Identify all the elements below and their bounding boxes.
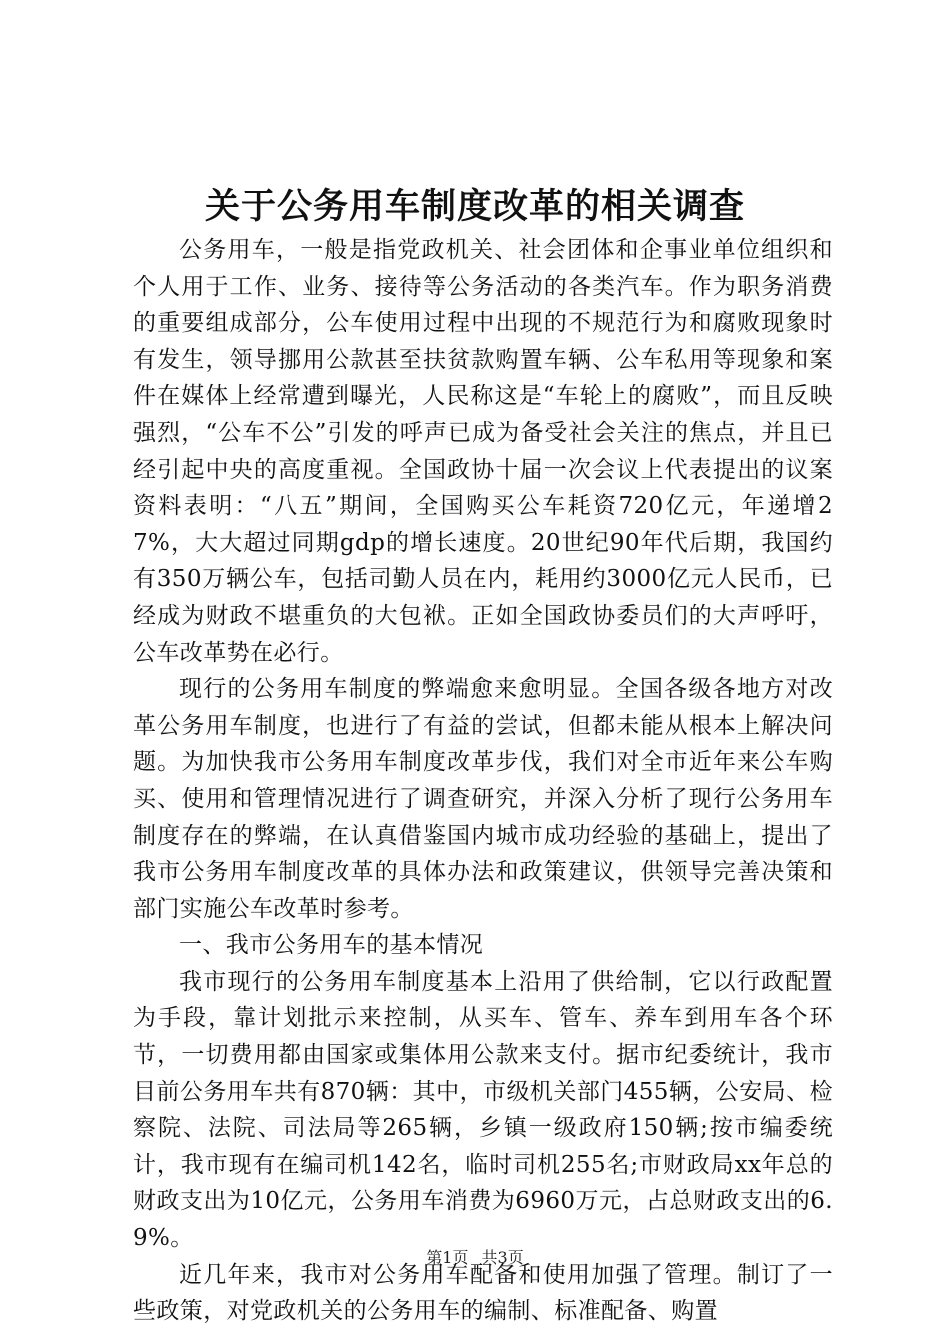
page-total: 共3页 bbox=[481, 1248, 524, 1267]
document-title: 关于公务用车制度改革的相关调查 bbox=[204, 187, 745, 227]
body-paragraph: 我市现行的公务用车制度基本上沿用了供给制，它以行政配置为手段，靠计划批示来控制，从买车、管车、养车到用车各个环节，一切费用都由国家或集体用公款来支付。据市纪委统计，我市目前公务用车共有870辆：其中，市级机关部门455辆，公安局、检察院、法院、司法局等265辆，乡镇一级政府150辆;按市编委统计，我市现有在编司机142名，临时司机255名;市财政局xx年总的财政支出为10亿元，公务用车消费为6960万元，占总财政支出的6.9%。 bbox=[133, 968, 833, 1252]
section-heading: 一、我市公务用车的基本情况 bbox=[179, 932, 484, 959]
body-paragraph: 公务用车，一般是指党政机关、社会团体和企事业单位组织和个人用于工作、业务、接待等公务活动的各类汽车。作为职务消费的重要组成部分，公车使用过程中出现的不规范行为和腐败现象时有发生，领导挪用公款甚至扶贫款购置车辆、公车私用等现象和案件在媒体上经常遭到曝光，人民称这是“车轮上的腐败”，而且反映强烈，“公车不公”引发的呼声已成为备受社会关注的焦点，并且已经引起中央的高度重视。全国政协十届一次会议上代表提出的议案资料表明：“八五”期间，全国购买公车耗资720亿元，年递增27%，大大超过同期gdp的增长速度。20世纪90年代后期，我国约有350万辆公车，包括司勤人员在内，耗用约3000亿元人民币，已经成为财政不堪重负的大包袱。正如全国政协委员们的大声呼吁，公车改革势在必行。 bbox=[133, 237, 833, 666]
page-number: 第1页 bbox=[426, 1248, 469, 1267]
body-paragraph: 现行的公务用车制度的弊端愈来愈明显。全国各级各地方对改革公务用车制度，也进行了有益的尝试，但都未能从根本上解决问题。为加快我市公务用车制度改革步伐，我们对全市近年来公车购买、使用和管理情况进行了调查研究，并深入分析了现行公务用车制度存在的弊端，在认真借鉴国内城市成功经验的基础上，提出了我市公务用车制度改革的具体办法和政策建议，供领导完善决策和部门实施公车改革时参考。 bbox=[133, 676, 833, 922]
body-paragraph: 近几年来，我市对公务用车配备和使用加强了管理。制订了一些政策，对党政机关的公务用车的编制、标准配备、购置 bbox=[133, 1261, 833, 1325]
page-footer bbox=[0, 1246, 950, 1270]
document-body bbox=[133, 232, 833, 1330]
